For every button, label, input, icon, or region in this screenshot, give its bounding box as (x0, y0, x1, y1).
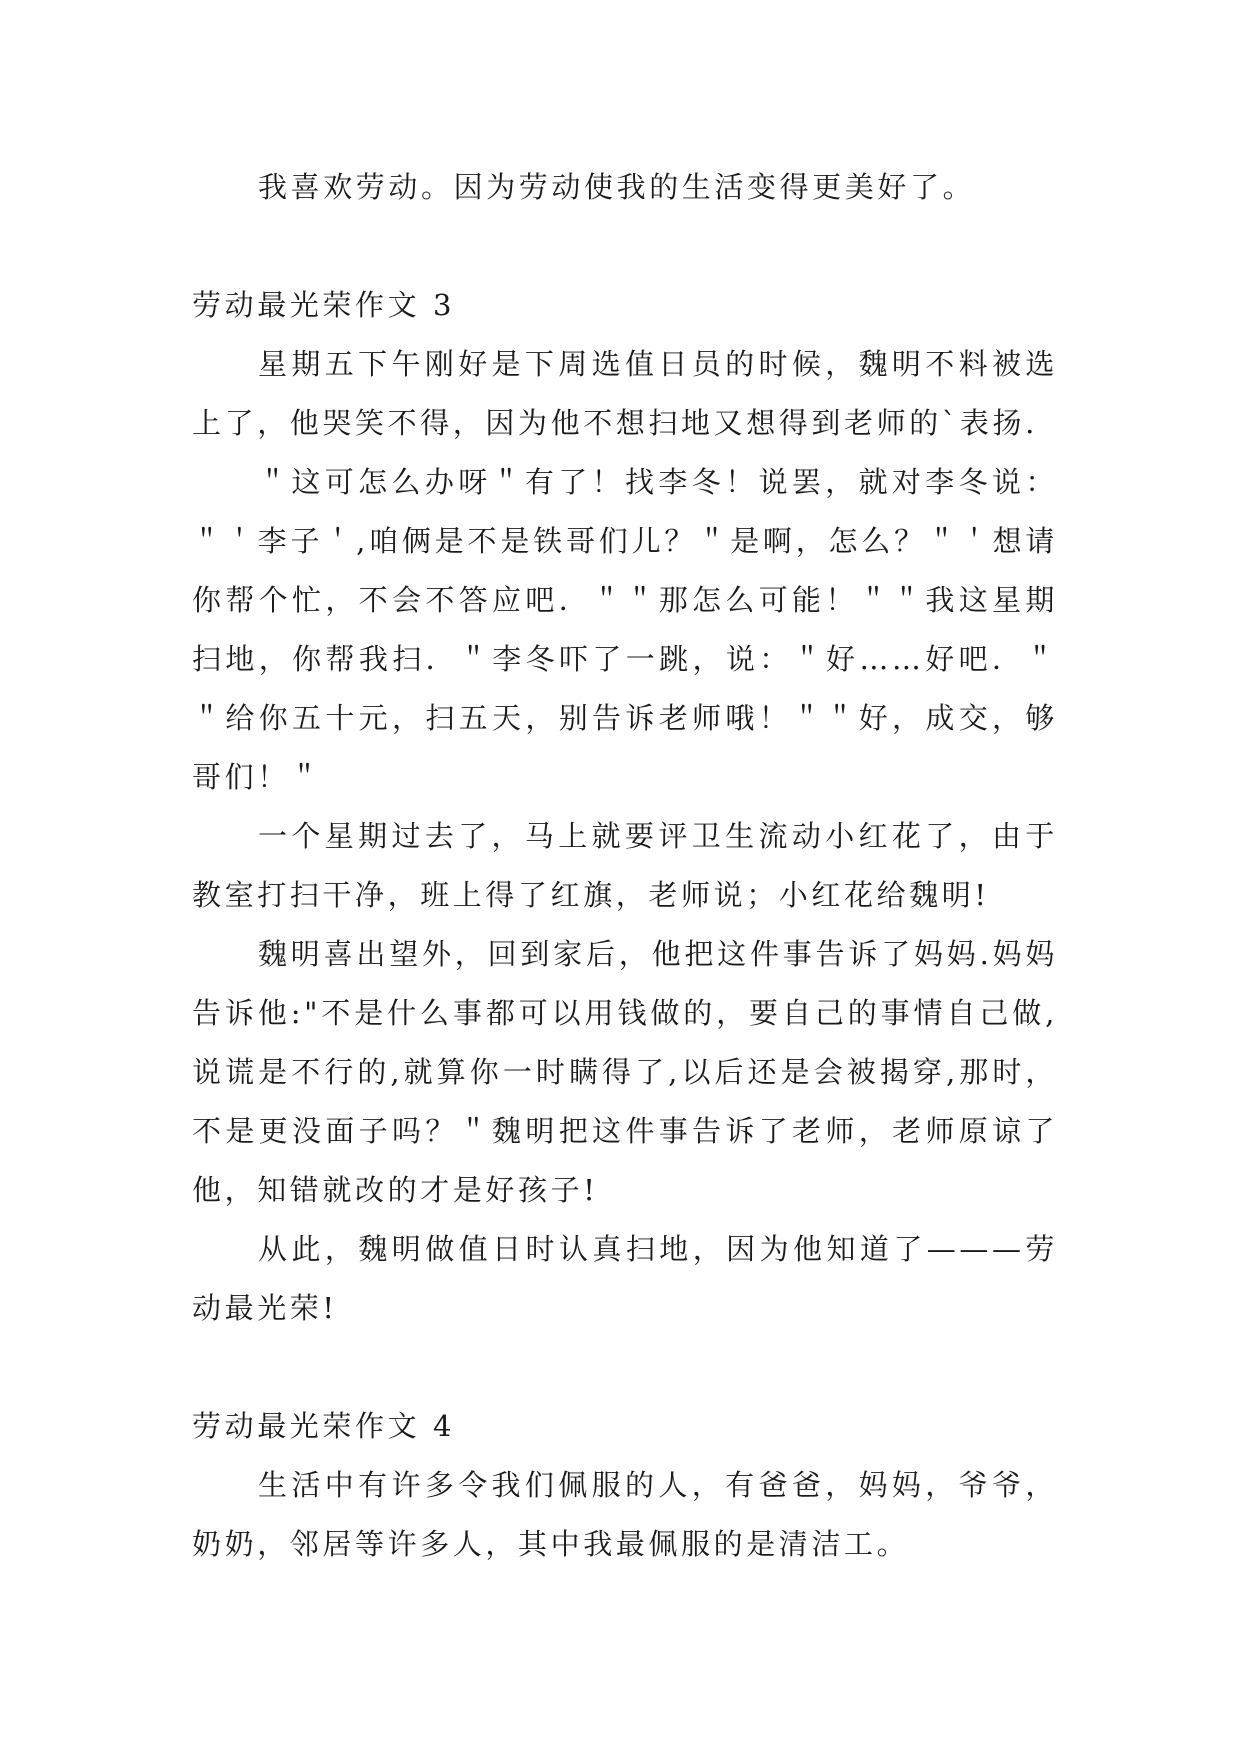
section-3-paragraph-4: 魏明喜出望外，回到家后，他把这件事告诉了妈妈.妈妈告诉他:"不是什么事都可以用钱做的，要自己的事情自己做,说谎是不行的,就算你一时瞒得了,以后还是会被揭穿,那时，不是更没面子吗？＂魏明把这件事告诉了老师，老师原谅了他，知错就改的才是好孩子! (192, 937, 1058, 1207)
section-4-heading: 劳动最光荣作文 4 (192, 1409, 456, 1443)
section-4-paragraph-1: 生活中有许多令我们佩服的人，有爸爸，妈妈，爷爷，奶奶，邻居等许多人，其中我最佩服的是清洁工。 (192, 1468, 1058, 1561)
section-spacer (192, 217, 1058, 276)
section-3-paragraph-2: ＂这可怎么办呀＂有了！找李冬！说罢，就对李冬说：＂＇李子＇,咱俩是不是铁哥们儿？＂是啊，怎么？＂＇想请你帮个忙，不会不答应吧．＂＂那怎么可能！＂＂我这星期扫地，你帮我扫．＂李冬吓了一跳，说：＂好……好吧．＂＂给你五十元，扫五天，别告诉老师哦！＂＂好，成交，够哥们！＂ (192, 465, 1058, 794)
section-3-paragraph-1: 星期五下午刚好是下周选值日员的时候，魏明不料被选上了，他哭笑不得，因为他不想扫地又想得到老师的`表扬. (192, 347, 1058, 440)
intro-paragraph: 我喜欢劳动。因为劳动使我的生活变得更美好了。 (258, 170, 976, 204)
section-3-paragraph-5: 从此，魏明做值日时认真扫地，因为他知道了———劳动最光荣! (192, 1232, 1058, 1325)
document-body (192, 158, 1058, 1574)
section-spacer (192, 1338, 1058, 1397)
section-3-paragraph-3: 一个星期过去了，马上就要评卫生流动小红花了，由于教室打扫干净，班上得了红旗，老师说；小红花给魏明! (192, 819, 1058, 912)
section-3-heading: 劳动最光荣作文 3 (192, 288, 456, 322)
